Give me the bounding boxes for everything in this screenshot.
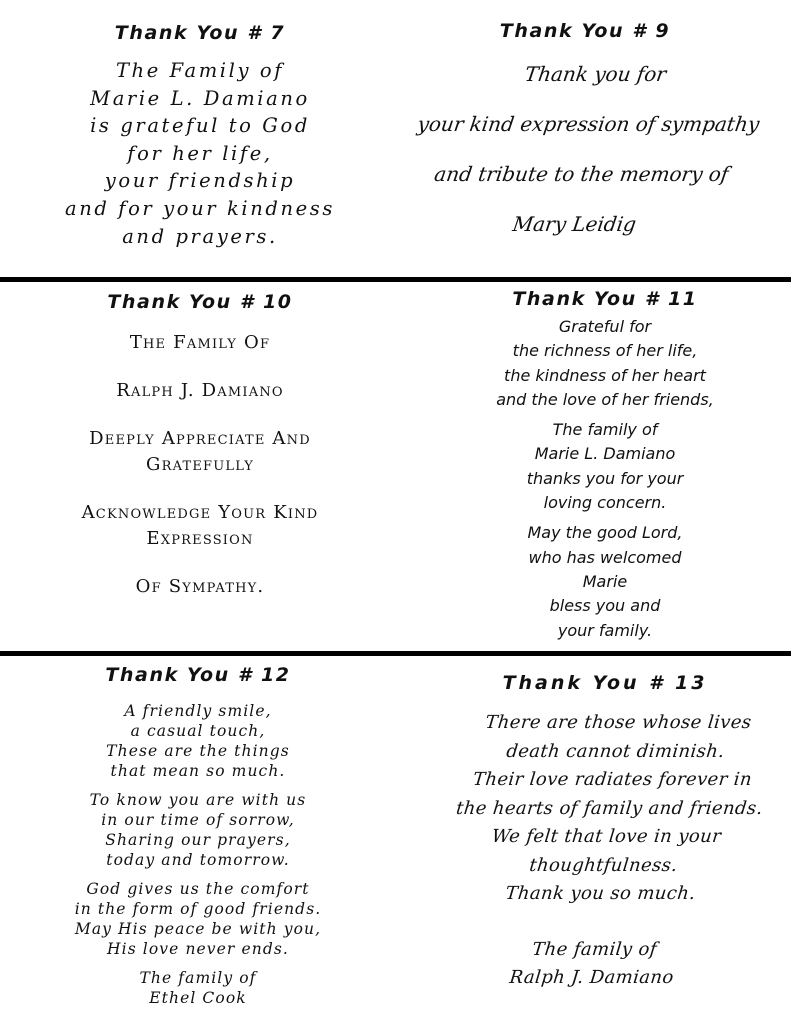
card-text-line: and for your kindness <box>65 196 335 220</box>
card-text-line: in the form of good friends. <box>74 900 322 918</box>
card-title: Thank You # 9 <box>499 20 671 42</box>
card-text-line: A friendly smile, <box>124 702 272 720</box>
card-text-line: the richness of her life, <box>512 341 698 361</box>
card-text-line: Acknowledge Your Kind <box>81 502 319 523</box>
card-paragraph <box>386 49 784 249</box>
card-text-line: Mary Leidig <box>511 212 638 236</box>
card-body <box>20 701 376 1008</box>
card-paragraph <box>20 57 380 250</box>
card-body <box>386 49 784 249</box>
card-text-line: Ralph J. Damiano <box>116 380 284 401</box>
card-thank-you-13 <box>420 672 790 993</box>
card-body <box>405 709 791 993</box>
card-text-line: Expression <box>146 528 254 549</box>
card-text-line: for her life, <box>127 141 273 165</box>
card-text-line: To know you are with us <box>89 791 307 809</box>
card-text-line: There are those whose lives <box>484 712 753 733</box>
card-text-line: your friendship <box>104 169 296 193</box>
card-text-line: Of Sympathy. <box>135 576 265 597</box>
card-text-line: the hearts of family and friends. <box>455 797 764 819</box>
card-text-line: Grateful for <box>558 317 652 336</box>
card-text-line: who has welcomed <box>528 547 682 567</box>
card-title: Thank You # 7 <box>114 22 286 44</box>
card-text-line: Marie L. Damiano <box>90 86 310 110</box>
card-text-line: bless you and <box>549 596 661 616</box>
card-text-line: His love never ends. <box>107 940 289 958</box>
card-text-line: and prayers. <box>122 224 278 248</box>
card-paragraph <box>20 879 376 959</box>
card-title: Thank You # 10 <box>107 291 293 313</box>
card-paragraph <box>20 378 380 404</box>
card-text-line: today and tomorrow. <box>106 851 290 869</box>
card-text-line: Their love radiates forever in <box>471 769 754 790</box>
card-text-line: Thank you so much. <box>504 883 697 904</box>
card-body <box>410 315 791 643</box>
card-body <box>20 330 380 600</box>
card-text-line: May His peace be with you, <box>74 920 322 938</box>
card-text-line: These are the things <box>106 742 290 760</box>
card-text-line: The Family Of <box>129 332 271 353</box>
card-text-line: a casual touch, <box>130 722 266 740</box>
card-text-line: We felt that love in your <box>490 826 723 847</box>
card-thank-you-10 <box>20 291 380 600</box>
card-thank-you-12 <box>20 664 376 1008</box>
card-text-line: Sharing our prayers, <box>105 831 291 849</box>
card-paragraph <box>20 330 380 356</box>
card-text-line: The family of <box>139 969 257 987</box>
card-text-line: Marie <box>582 571 628 591</box>
card-text-line: Thank you for <box>523 62 668 86</box>
card-text-line: your family. <box>557 620 653 640</box>
card-text-line: Marie L. Damiano <box>534 444 676 464</box>
card-paragraph <box>20 426 380 478</box>
card-title: Thank You # 13 <box>502 672 708 694</box>
card-text-line: Deeply Appreciate And <box>89 428 311 449</box>
card-paragraph <box>410 315 791 412</box>
card-text-line: Ethel Cook <box>149 989 247 1007</box>
card-text-line: thoughtfulness. <box>528 854 679 876</box>
card-text-line: God gives us the comfort <box>86 880 310 898</box>
card-text-line: in our time of sorrow, <box>101 811 295 829</box>
card-title: Thank You # 11 <box>512 288 698 310</box>
card-text-line: The family of <box>531 938 659 960</box>
card-paragraph <box>20 790 376 870</box>
card-text-line: and tribute to the memory of <box>432 162 731 186</box>
card-text-line: the kindness of her heart <box>504 365 706 385</box>
card-thank-you-7 <box>20 22 380 250</box>
card-text-line: loving concern. <box>543 493 667 513</box>
card-paragraph <box>410 521 791 642</box>
card-text-line: The Family of <box>115 59 285 82</box>
card-paragraph <box>20 701 376 781</box>
card-text-line: The family of <box>552 420 658 440</box>
card-thank-you-11 <box>410 288 791 643</box>
card-text-line: May the good Lord, <box>527 523 683 543</box>
card-text-line: and the love of her friends, <box>496 389 714 409</box>
card-text-line: that mean so much. <box>110 762 286 780</box>
card-paragraph <box>414 709 791 909</box>
card-text-line: death cannot diminish. <box>505 740 726 762</box>
card-title: Thank You # 12 <box>105 664 291 686</box>
card-text-line: your kind expression of sympathy <box>416 112 761 136</box>
card-paragraph <box>405 936 781 993</box>
card-paragraph <box>20 574 380 600</box>
card-paragraph <box>410 418 791 515</box>
card-body <box>20 57 380 250</box>
card-paragraph <box>20 500 380 552</box>
card-text-line: Gratefully <box>146 454 254 475</box>
row-divider-bottom <box>0 651 791 656</box>
card-thank-you-9 <box>400 20 770 249</box>
card-text-line: is grateful to God <box>90 114 310 138</box>
card-text-line: thanks you for your <box>526 468 684 488</box>
card-text-line: Ralph J. Damiano <box>508 967 675 988</box>
card-paragraph <box>20 968 376 1008</box>
row-divider-top <box>0 277 791 282</box>
